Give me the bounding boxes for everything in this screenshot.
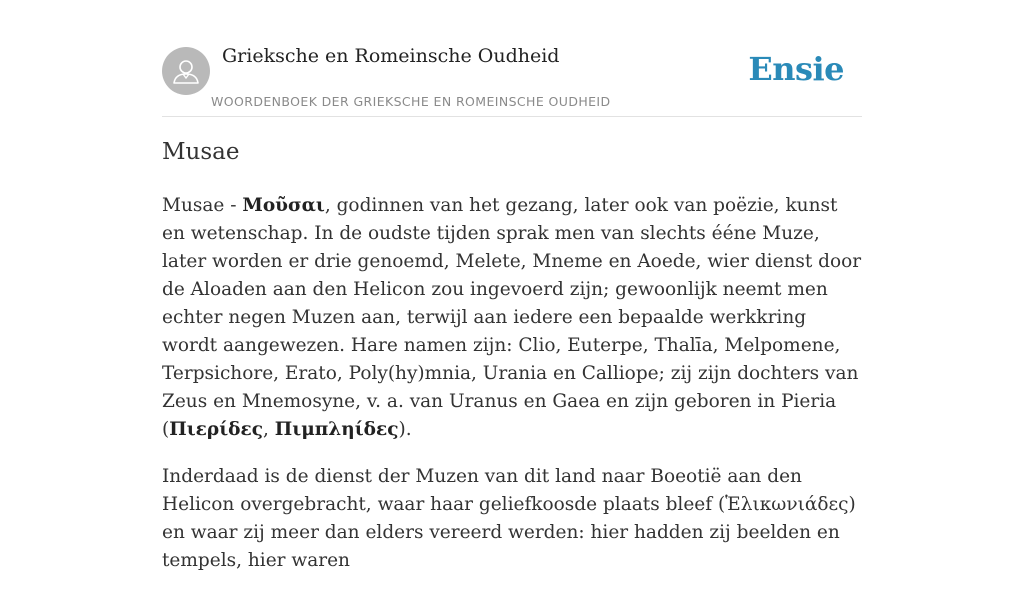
source-subtitle: WOORDENBOEK DER GRIEKSCHE EN ROMEINSCHE OUDHEID — [211, 94, 611, 109]
paragraph-1-text-a: Musae - — [162, 195, 243, 216]
paragraph-1-text-d: ). — [398, 419, 412, 440]
paragraph-2: Inderdaad is de dienst der Muzen van dit land naar Boeotië aan den Helicon overgebracht, waar haar geliefkoosde plaats bleef (Ἑλικωνιάδες) en waar zij meer dan elders vereerd werden: hier hadden zij beelden en tempels, hier waren — [162, 466, 856, 571]
header — [162, 40, 862, 117]
entry-body — [162, 192, 862, 594]
greek-term-mousai: Μοῦσαι — [242, 195, 325, 216]
source-title[interactable]: Grieksche en Romeinsche Oudheid — [222, 45, 560, 67]
paragraph-1 — [162, 192, 862, 444]
paragraph-1-text-b: , godinnen van het gezang, later ook van poëzie, kunst en wetenschap. In de oudste tijden sprak men van slechts ééne Muze, later worden er drie genoemd, Melete, Mneme en Aoede, wier dienst door de Aloaden aan den Helicon zou ingevoerd zijn; gewoonlijk neemt men echter negen Muzen aan, terwijl aan iedere een bepaalde werkkring wordt aangewezen. Hare namen zijn: Clio, Euterpe, Thalīa, Melpomene, Terpsichore, Erato, Poly(hy)mnia, Urania en Calliope; zij zijn dochters van Zeus en Mnemosyne, v. a. van Uranus en Gaea en zijn geboren in Pieria ( — [162, 195, 862, 440]
ensie-logo[interactable]: Ensie — [748, 50, 844, 88]
paragraph-1-text-c: , — [263, 419, 275, 440]
entry-title: Musae — [162, 139, 240, 165]
greek-term-pimpleides: Πιμπληίδες — [274, 419, 399, 440]
user-icon — [162, 47, 210, 95]
source-avatar[interactable] — [162, 47, 210, 95]
greek-term-pierides: Πιερίδες — [169, 419, 263, 440]
